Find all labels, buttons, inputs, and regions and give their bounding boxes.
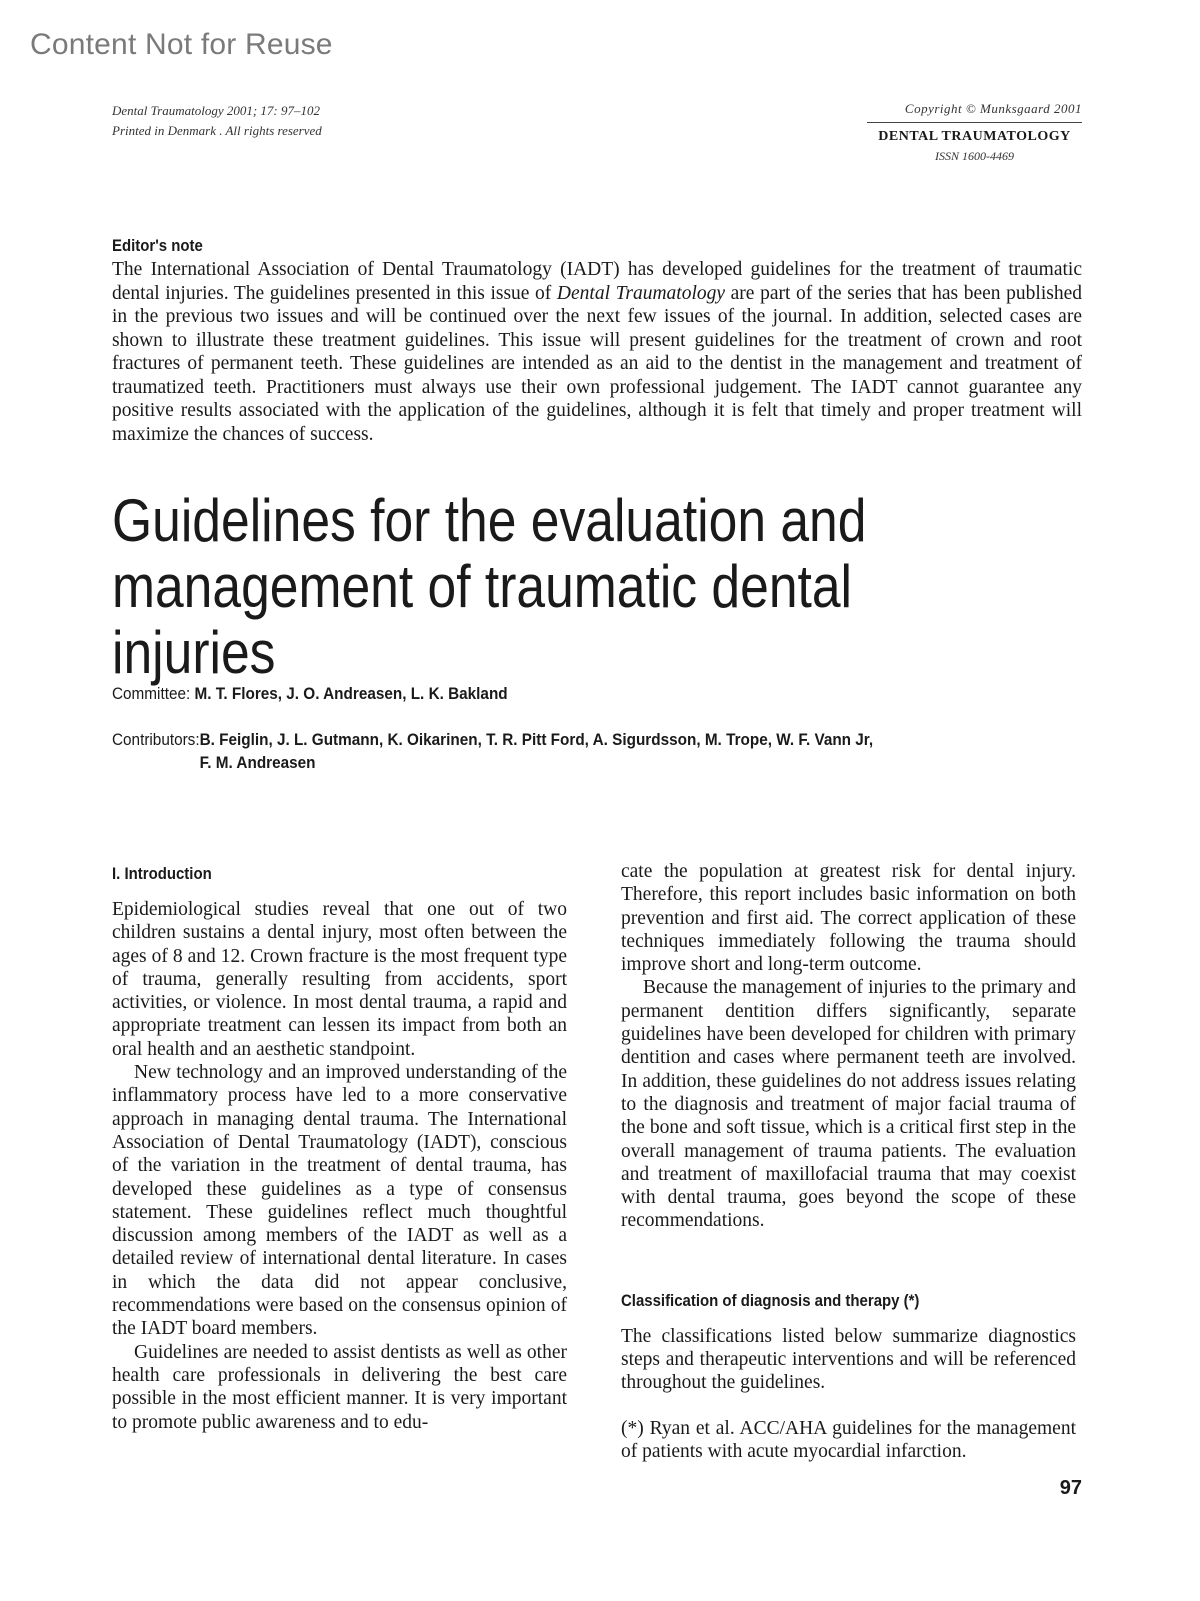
intro-paragraph-3: Guidelines are needed to assist dentists as well as other health care professionals in delivering the best care possible in the most efficient manner. It is very important to promote public awareness and to edu-	[112, 1341, 567, 1433]
right-column	[621, 860, 1076, 1463]
contributors	[112, 728, 1012, 774]
editors-note-text-part2: are part of the series that has been published in the previous two issues and will be continued over the next few issues of the journal. In addition, selected cases are shown to illustrate these treatment guidelines. This issue will present guidelines for the treatment of crown and root fractures of permanent teeth. These guidelines are intended as an aid to the dentist in the management and treatment of traumatized teeth. Practitioners must always use their own professional judgement. The IADT cannot guarantee any positive results associated with the application of the guidelines, although it is felt that timely and proper treatment will maximize the chances of success.	[112, 282, 1082, 445]
watermark: Content Not for Reuse	[30, 28, 333, 61]
committee-names: M. T. Flores, J. O. Andreasen, L. K. Bakland	[194, 684, 508, 703]
committee-label: Committee:	[112, 684, 195, 703]
issn-line: ISSN 1600-4469	[935, 149, 1014, 163]
copyright-line: Copyright © Munksgaard 2001	[867, 101, 1082, 123]
contributors-names-line-2: F. M. Andreasen	[199, 753, 316, 772]
article-title	[112, 488, 972, 686]
editors-note-heading: Editor's note	[112, 236, 203, 255]
classification-paragraph: The classifications listed below summarize diagnostics steps and therapeutic interventions and will be referenced throughout the guidelines.	[621, 1325, 1076, 1394]
journal-citation	[112, 101, 322, 141]
journal-masthead	[867, 101, 1082, 164]
contributors-names-line-1: B. Feiglin, J. L. Gutmann, K. Oikarinen, T. R. Pitt Ford, A. Sigurdsson, M. Trope, W. F. Vann Jr,	[199, 730, 874, 749]
contributors-label: Contributors:	[112, 730, 200, 749]
intro-paragraph-4: cate the population at greatest risk for dental injury. Therefore, this report includes basic information on both prevention and first aid. The correct application of these techniques immediately following the trauma should improve short and long-term outcome.	[621, 861, 1076, 976]
classification-heading: Classification of diagnosis and therapy (*)	[621, 1290, 920, 1310]
editors-note	[112, 236, 1082, 446]
footnote: (*) Ryan et al. ACC/AHA guidelines for the management of patients with acute myocardial infarction.	[621, 1417, 1076, 1462]
committee	[112, 682, 1012, 705]
intro-paragraph-2: New technology and an improved understanding of the inflammatory process have led to a more conservative approach in managing dental trauma. The International Association of Dental Traumatology (IADT), conscious of the variation in the treatment of dental trauma, has developed these guidelines as a type of consensus statement. These guidelines reflect much thoughtful discussion among members of the IADT as well as a detailed review of international dental literature. In cases in which the data did not appear conclusive, recommendations were based on the consensus opinion of the IADT board members.	[112, 1062, 567, 1340]
title-line-1: Guidelines for the evaluation and	[112, 487, 867, 554]
citation-line: Dental Traumatology 2001; 17: 97–102	[112, 103, 320, 118]
editors-note-text	[112, 258, 1082, 446]
introduction-heading: I. Introduction	[112, 864, 212, 883]
left-column	[112, 860, 567, 1434]
journal-name: DENTAL TRAUMATOLOGY	[878, 129, 1071, 144]
contributors-names	[200, 728, 874, 774]
printed-line: Printed in Denmark . All rights reserved	[112, 123, 322, 138]
title-line-2: management of traumatic dental injuries	[112, 553, 853, 686]
intro-paragraph-5: Because the management of injuries to the primary and permanent dentition differs significantly, separate guidelines have been developed for children with primary dentition and cases where permanent teeth are involved. In addition, these guidelines do not address issues relating to the diagnosis and treatment of major facial trauma of the bone and soft tissue, which is a critical first step in the overall management of trauma patients. The evaluation and treatment of maxillofacial trauma that may coexist with dental trauma, goes beyond the scope of these recommendations.	[621, 977, 1076, 1232]
intro-paragraph-1: Epidemiological studies reveal that one out of two children sustains a dental injury, most often between the ages of 8 and 12. Crown fracture is the most frequent type of trauma, generally resulting from accidents, sport activities, or violence. In most dental trauma, a rapid and appropriate treatment can lessen its impact from both an oral health and an aesthetic standpoint.	[112, 899, 567, 1060]
journal-name-italic: Dental Traumatology	[556, 282, 726, 304]
page-number: 97	[1059, 1477, 1082, 1499]
editors-note-text-part1: The International Association of Dental Traumatology (IADT) has developed guidelines for the treatment of traumatic dental injuries. The guidelines presented in this issue of	[112, 259, 1082, 304]
